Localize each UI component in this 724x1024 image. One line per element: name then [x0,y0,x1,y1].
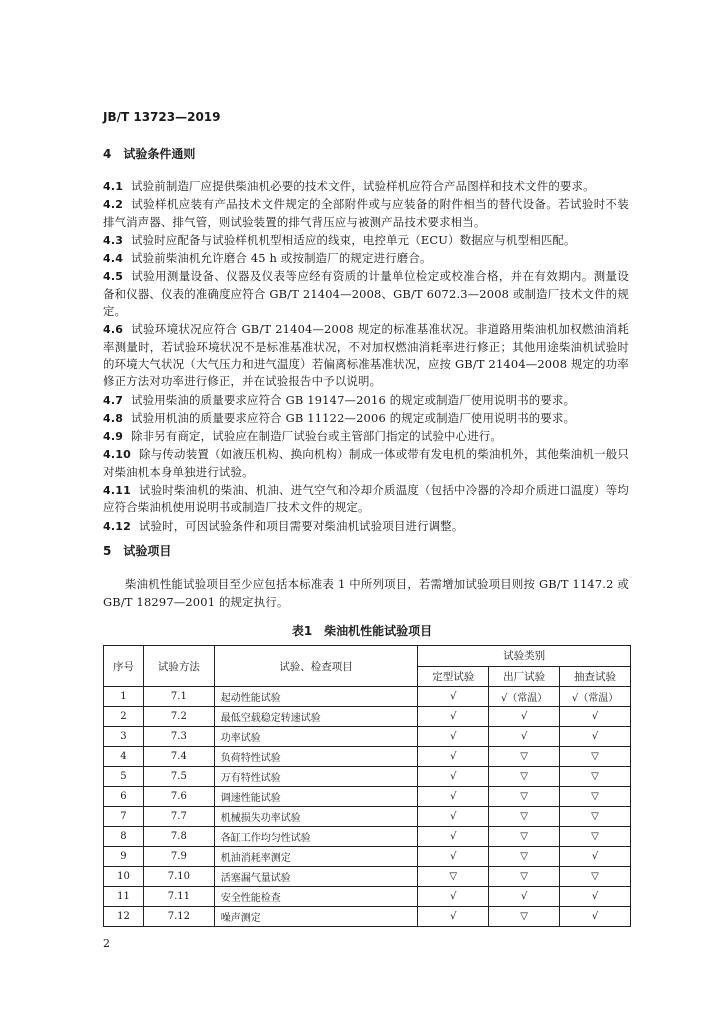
cell-method: 7.3 [143,727,214,747]
table-row [104,787,631,807]
cell-method: 7.4 [143,747,214,767]
cell-method: 7.8 [143,827,214,847]
clause-number: 4.10 [103,448,131,462]
cell-sampling-test: ▽ [560,787,631,807]
clause-text: 试验前制造厂应提供柴油机必要的技术文件，试验样机应符合产品图样和技术文件的要求。 [131,179,595,193]
clause-text: 试验前柴油机允许磨合 45 h 或按制造厂的规定进行磨合。 [131,251,432,266]
cell-seq: 9 [104,847,144,867]
cell-sampling-test: √ [560,887,631,907]
table-row [104,747,631,767]
clause-number: 4.12 [103,519,131,533]
cell-factory-test: √ [489,727,560,747]
clause-number: 4.7 [103,393,124,407]
table-caption: 表1 柴油机性能试验项目 [291,624,433,638]
cell-sampling-test: ▽ [560,747,631,767]
cell-type-test: √ [418,847,489,867]
clause-text: 试验时柴油机的柴油、机油、进气空气和冷却介质温度（包括中冷器的冷却介质进口温度）等均应符合柴油机使用说明书或制造厂技术文件的规定。 [103,483,629,515]
clause-4-9 [103,428,629,445]
cell-item: 最低空载稳定转速试验 [214,707,418,727]
table-row [104,827,631,847]
cell-seq: 2 [104,707,144,727]
clause-text: 除与传动装置（如液压机构、换向机构）制成一体或带有发电机的柴油机外，其他柴油机一般只对柴油机本身单独进行试验。 [103,447,629,479]
cell-sampling-test: ▽ [560,767,631,787]
cell-type-test: ▽ [418,867,489,887]
clause-text: 除非另有商定，试验应在制造厂试验台或主管部门指定的试验中心进行。 [131,429,502,444]
cell-seq: 5 [104,767,144,787]
clause-4-5 [103,268,629,320]
header-type-test: 定型试验 [418,666,489,687]
cell-sampling-test: √（常温） [560,687,631,707]
table-row [104,727,631,747]
section-5-title: 5 试验项目 [103,544,172,558]
table-row [104,907,631,927]
section-4-clauses [103,178,629,536]
clause-number: 4.8 [103,411,124,425]
section-5-paragraph: 柴油机性能试验项目至少应包括本标准表 1 中所列项目，若需增加试验项目则按 GB/T 1147.2 或 GB/T 18297—2001 的规定执行。 [103,577,629,609]
cell-factory-test: ▽ [489,847,560,867]
header-category: 试验类别 [418,646,631,667]
clause-number: 4.4 [103,252,124,266]
clause-4-1 [103,178,629,195]
cell-method: 7.7 [143,807,214,827]
cell-item: 机油消耗率测定 [214,847,418,867]
cell-seq: 4 [104,747,144,767]
cell-method: 7.1 [143,687,214,707]
cell-type-test: √ [418,787,489,807]
cell-type-test: √ [418,907,489,927]
cell-type-test: √ [418,807,489,827]
cell-item: 活塞漏气量试验 [214,867,418,887]
cell-item: 机械损失功率试验 [214,807,418,827]
cell-method: 7.2 [143,707,214,727]
cell-factory-test: ▽ [489,907,560,927]
cell-factory-test: √ [489,707,560,727]
cell-sampling-test: ▽ [560,807,631,827]
cell-factory-test: √（常温） [489,687,560,707]
clause-text: 试验时应配备与试验样机机型相适应的线束，电控单元（ECU）数据应与机型相匹配。 [131,232,576,247]
cell-type-test: √ [418,687,489,707]
table-row [104,707,631,727]
cell-sampling-test: ▽ [560,867,631,887]
cell-type-test: √ [418,707,489,727]
cell-item: 各缸工作均匀性试验 [214,827,418,847]
cell-seq: 1 [104,687,144,707]
cell-type-test: √ [418,827,489,847]
table-row [104,807,631,827]
cell-seq: 7 [104,807,144,827]
header-seq: 序号 [104,646,144,687]
cell-factory-test: √ [489,887,560,907]
cell-method: 7.6 [143,787,214,807]
clause-4-2 [103,196,629,231]
cell-method: 7.10 [143,867,214,887]
header-factory-test: 出厂试验 [489,666,560,687]
clause-4-11 [103,482,629,517]
cell-seq: 8 [104,827,144,847]
cell-factory-test: ▽ [489,807,560,827]
clause-4-10 [103,446,629,481]
clause-4-8 [103,410,629,427]
cell-method: 7.9 [143,847,214,867]
clause-number: 4.3 [103,233,124,247]
page-number: 2 [103,937,110,950]
cell-sampling-test: ▽ [560,827,631,847]
cell-method: 7.11 [143,887,214,907]
cell-item: 调速性能试验 [214,787,418,807]
cell-factory-test: ▽ [489,767,560,787]
cell-type-test: √ [418,727,489,747]
cell-seq: 11 [104,887,144,907]
clause-4-4 [103,250,629,267]
clause-4-7 [103,392,629,409]
cell-item: 负荷特性试验 [214,747,418,767]
cell-item: 安全性能检查 [214,887,418,907]
clause-4-6 [103,321,629,390]
clause-number: 4.9 [103,430,124,444]
clause-number: 4.6 [103,323,124,337]
cell-sampling-test: √ [560,907,631,927]
clause-text: 试验时，可因试验条件和项目需要对柴油机试验项目进行调整。 [138,518,464,533]
header-item: 试验、检查项目 [214,646,418,687]
cell-type-test: √ [418,747,489,767]
table-row [104,847,631,867]
clause-number: 4.1 [103,180,124,193]
clause-text: 试验样机应装有产品技术文件规定的全部附件或与应装备的附件相当的替代设备。若试验时不装排气消声器、排气管，则试验装置的排气背压应与被测产品技术要求相当。 [103,197,629,229]
cell-sampling-test: √ [560,727,631,747]
cell-item: 万有特性试验 [214,767,418,787]
document-code-header: JB/T 13723—2019 [103,110,221,124]
section-4-title: 4 试验条件通则 [103,147,196,161]
clause-text: 试验环境状况应符合 GB/T 21404—2008 规定的标准基准状况。非道路用柴油机加权燃油消耗率测量时，若试验环境状况不是标准基准状况，不对加权燃油消耗率进行修正；其他用途柴油机试验时的环境大气状况（大气压力和进气温度）若偏离标准基准状况，应按 GB/T 21404—2008 规定的功率修正方法对功率进行修正，并在试验报告中予以说明。 [103,322,629,389]
cell-seq: 12 [104,907,144,927]
cell-item: 起动性能试验 [214,687,418,707]
cell-sampling-test: √ [560,847,631,867]
cell-method: 7.12 [143,907,214,927]
cell-item: 功率试验 [214,727,418,747]
cell-type-test: √ [418,767,489,787]
header-sampling-test: 抽查试验 [560,666,631,687]
clause-4-3 [103,232,629,249]
cell-seq: 6 [104,787,144,807]
clause-text: 试验用柴油的质量要求应符合 GB 19147—2016 的规定或制造厂使用说明书的要求。 [131,392,576,407]
clause-number: 4.2 [103,198,124,212]
clause-number: 4.11 [103,484,131,498]
cell-factory-test: ▽ [489,867,560,887]
table-row [104,687,631,707]
cell-factory-test: ▽ [489,827,560,847]
cell-type-test: √ [418,887,489,907]
test-items-table [103,645,631,927]
cell-method: 7.5 [143,767,214,787]
cell-factory-test: ▽ [489,787,560,807]
clause-text: 试验用机油的质量要求应符合 GB 11122—2006 的规定或制造厂使用说明书的要求。 [131,410,576,425]
table-row [104,867,631,887]
clause-4-12 [103,518,629,535]
header-method: 试验方法 [143,646,214,687]
table-row [104,887,631,907]
cell-factory-test: ▽ [489,747,560,767]
cell-seq: 3 [104,727,144,747]
cell-item: 噪声测定 [214,907,418,927]
table-row [104,767,631,787]
cell-seq: 10 [104,867,144,887]
clause-number: 4.5 [103,270,124,284]
cell-sampling-test: √ [560,707,631,727]
clause-text: 试验用测量设备、仪器及仪表等应经有资质的计量单位检定或校准合格，并在有效期内。测量设备和仪器、仪表的准确度应符合 GB/T 21404—2008、GB/T 6072.3—2008 或制造厂技术文件的规定。 [103,269,629,319]
